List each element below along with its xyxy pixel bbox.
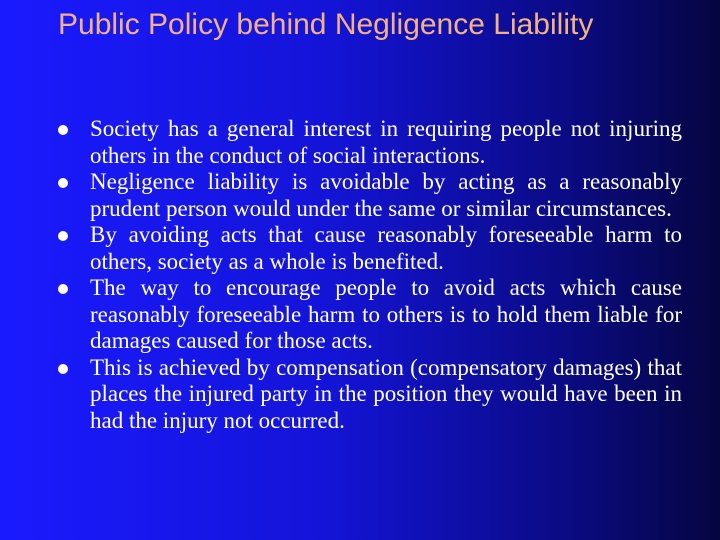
bullet-item [58, 222, 682, 275]
bullet-text: By avoiding acts that cause reasonably foreseeable harm to others, society as a whole is benefited. [90, 222, 682, 274]
bullet-text: Society has a general interest in requiring people not injuring others in the conduct of social interactions. [90, 116, 682, 168]
bullet-icon [58, 178, 68, 188]
bullet-item [58, 116, 682, 169]
bullet-text: Negligence liability is avoidable by acting as a reasonably prudent person would under the same or similar circumstances. [90, 169, 682, 221]
bullet-icon [58, 364, 68, 374]
bullet-item [58, 275, 682, 355]
bullet-text: This is achieved by compensation (compensatory damages) that places the injured party in the position they would have been in had the injury not occurred. [90, 354, 682, 433]
bullet-item [58, 169, 682, 222]
slide-title: Public Policy behind Negligence Liability [58, 8, 594, 41]
bullet-text: The way to encourage people to avoid acts which cause reasonably foreseeable harm to others is to hold them liable for damages caused for those acts. [90, 275, 682, 353]
bullet-icon [58, 125, 68, 135]
bullet-icon [58, 231, 68, 241]
bullet-icon [58, 284, 68, 294]
bullet-item [58, 355, 682, 435]
bullet-list [58, 116, 682, 434]
